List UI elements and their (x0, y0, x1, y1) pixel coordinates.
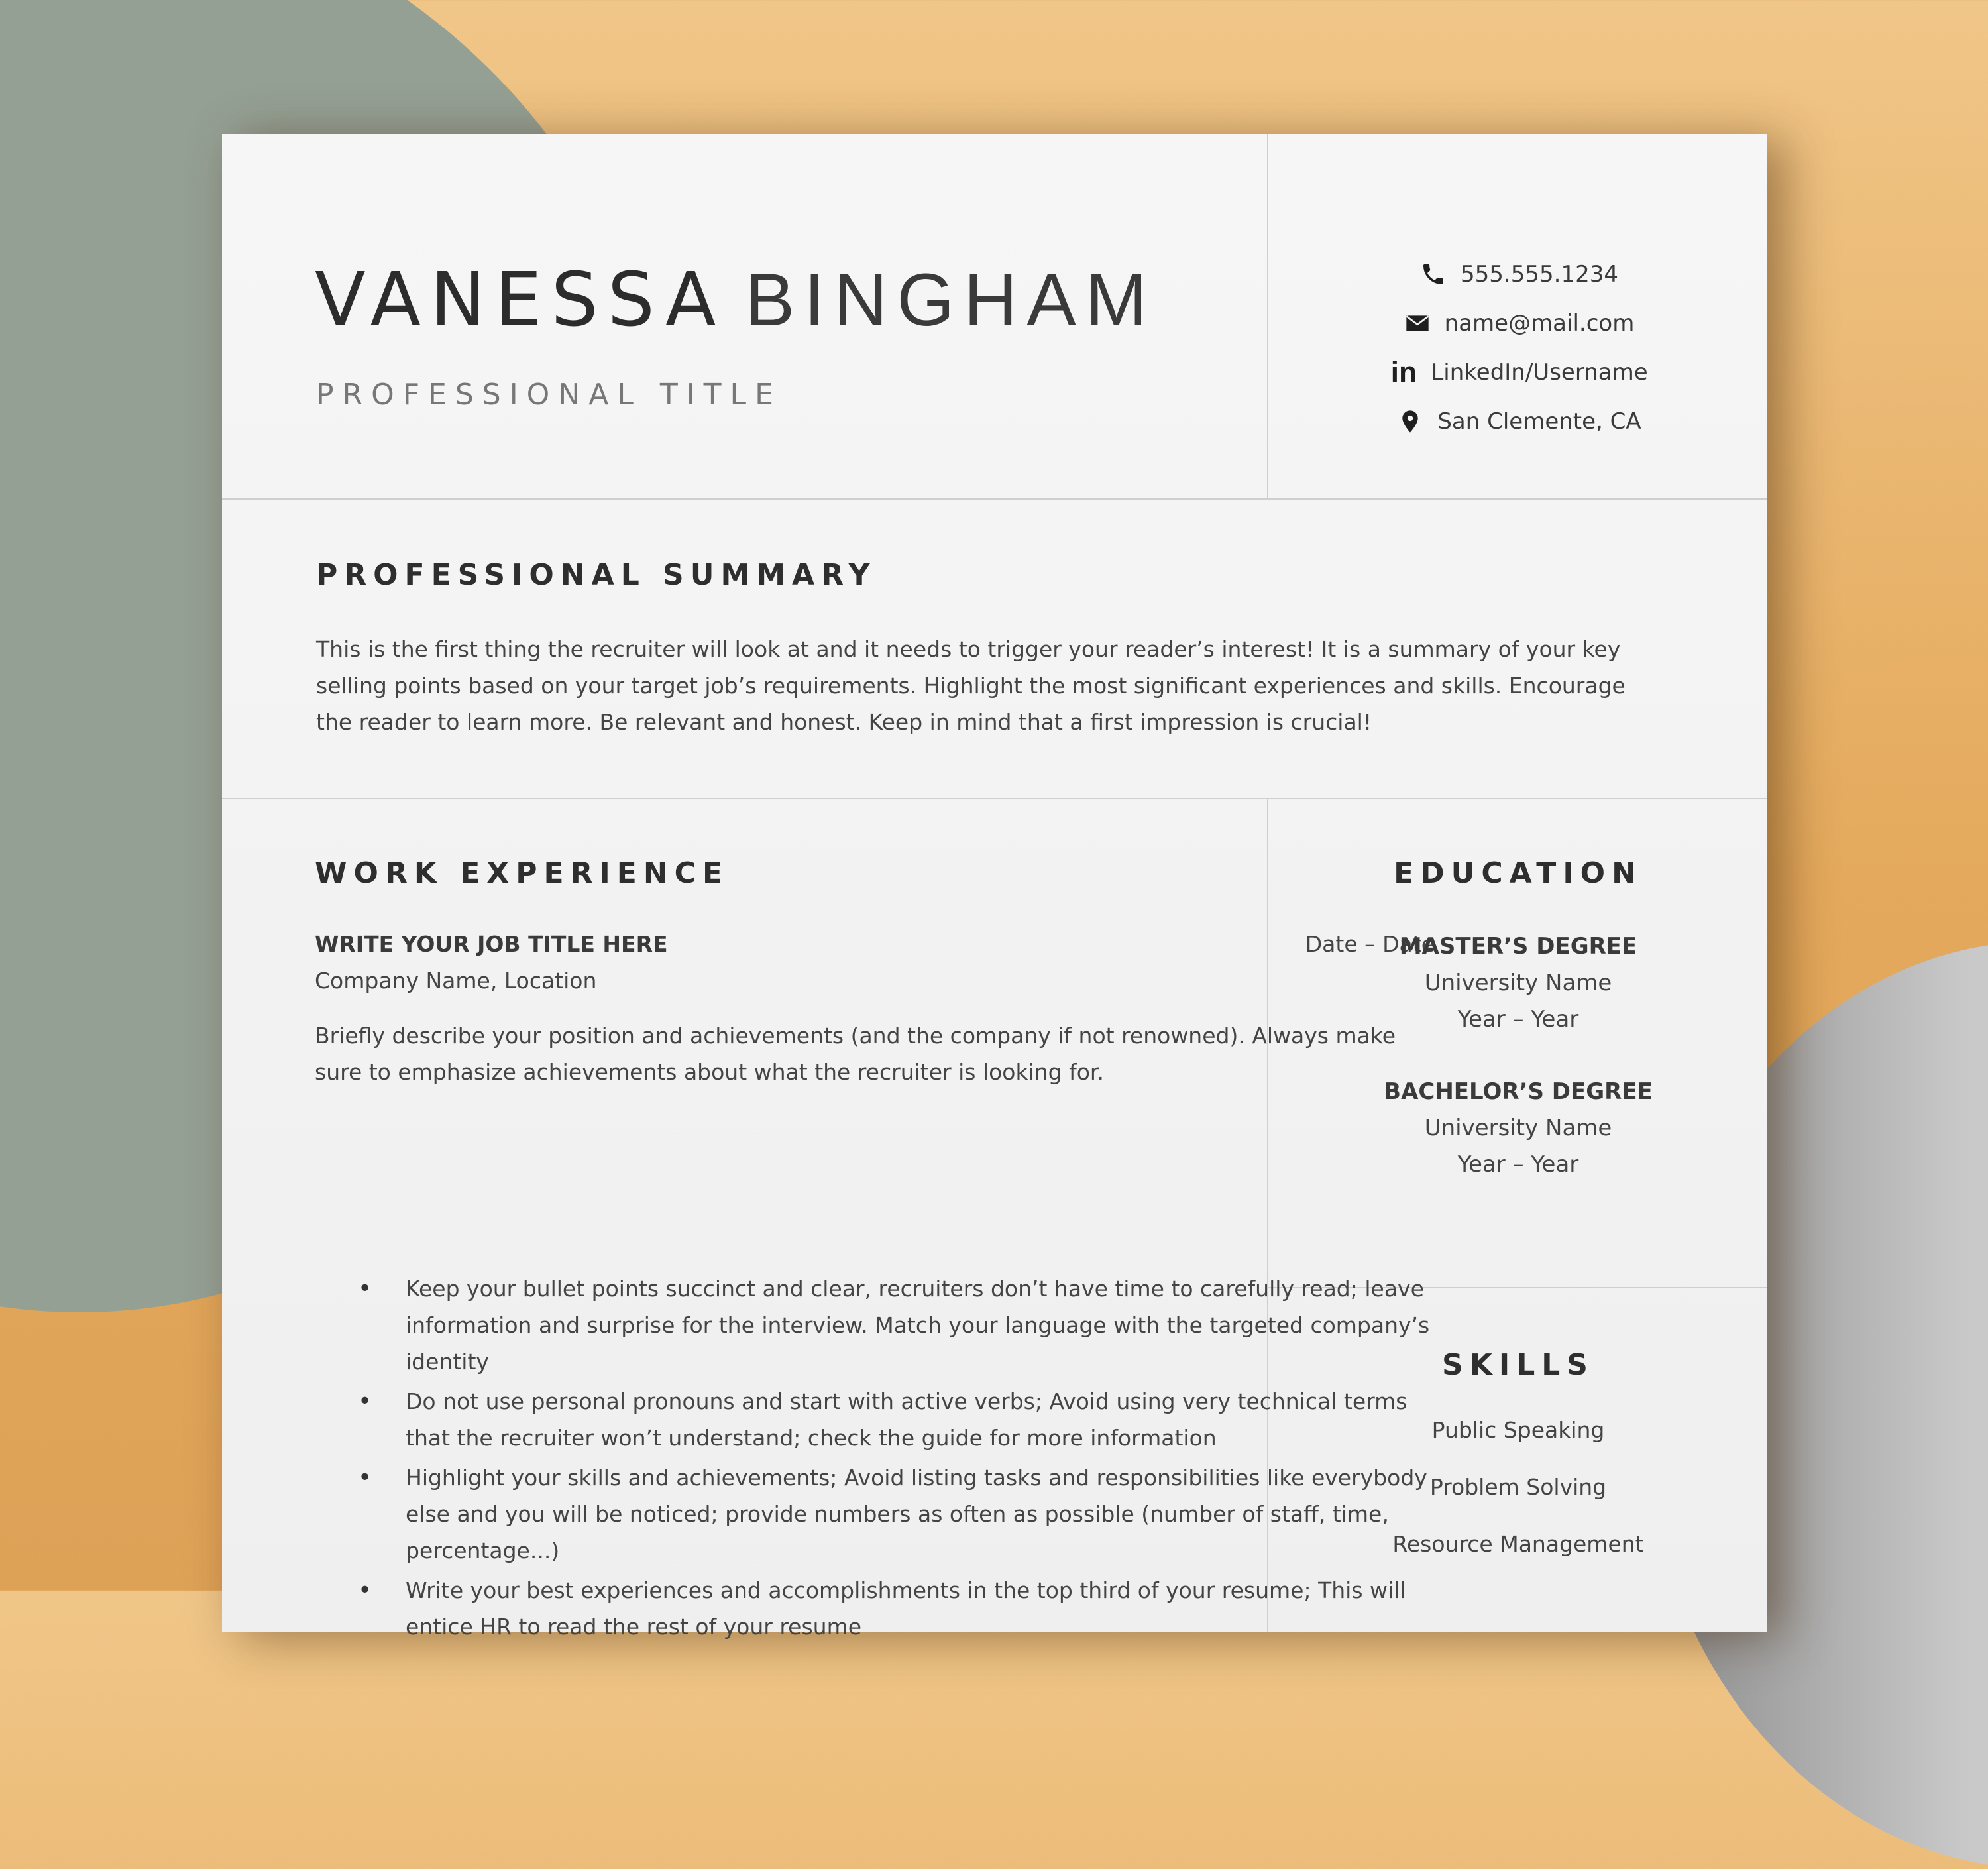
summary-text: This is the first thing the recruiter will look at and it needs to trigger your reader’s interest! It is a summary of your key selling points based on your target job’s requirements. Highlight the most significant experiences and skills. Encourage the reader to learn more. Be relevant and honest. Keep in mind that a first impression is crucial! (316, 636, 1626, 735)
university-name: University Name (1424, 970, 1612, 996)
linkedin-icon: in (1390, 356, 1417, 388)
skills-list (1269, 1402, 1767, 1573)
education-heading: EDUCATION (1394, 856, 1643, 890)
email-address[interactable]: name@mail.com (1444, 310, 1635, 337)
list-item: • Highlight your skills and achievements; Avoid listing tasks and responsibilities like everybody else and you will be noticed; provide numbers as often as possible (number of staff, time, percentage...) (315, 1459, 1441, 1569)
skills-heading: SKILLS (1442, 1348, 1594, 1382)
education-item (1269, 1074, 1767, 1183)
list-item: • Do not use personal pronouns and start with active verbs; Avoid using very technical terms that the recruiter won’t understand; check the guide for more information (315, 1383, 1441, 1456)
contact-linkedin (1269, 348, 1767, 397)
job-title: WRITE YOUR JOB TITLE HERE (315, 931, 668, 957)
summary-heading: PROFESSIONAL SUMMARY (316, 558, 877, 592)
contact-email (1269, 299, 1767, 348)
university-name: University Name (1424, 1115, 1612, 1141)
education-item (1269, 929, 1767, 1038)
location-pin-icon (1395, 406, 1425, 437)
list-item: • Write your best experiences and accomplishments in the top third of your resume; This will entice HR to read the rest of your resume (315, 1572, 1441, 1645)
skill-item: Public Speaking (1431, 1417, 1605, 1443)
skill-item: Problem Solving (1429, 1474, 1607, 1500)
header-bottom-rule (222, 498, 1767, 500)
first-name: VANESSA (315, 257, 726, 343)
contact-location (1269, 397, 1767, 446)
candidate-name (315, 257, 1157, 343)
work-experience-heading: WORK EXPERIENCE (315, 856, 729, 890)
degree-years: Year – Year (1457, 1151, 1579, 1178)
degree-title: MASTER’S DEGREE (1399, 933, 1637, 960)
contact-phone (1269, 250, 1767, 299)
skills-section (1269, 1348, 1767, 1573)
list-item: • Keep your bullet points succinct and clear, recruiters don’t have time to carefully read; leave information and surprise for the interview. Match your language with the targeted company’s identity (315, 1271, 1441, 1380)
job-dates: Date – Date (1305, 931, 1435, 957)
resume-page (222, 134, 1767, 1640)
mail-icon (1402, 308, 1433, 339)
location-text: San Clemente, CA (1437, 408, 1641, 435)
summary-bottom-rule (222, 798, 1767, 799)
skill-item: Resource Management (1392, 1531, 1644, 1557)
header-divider (1267, 134, 1268, 498)
last-name: BINGHAM (745, 258, 1157, 341)
degree-title: BACHELOR’S DEGREE (1384, 1078, 1653, 1105)
job-description: Briefly describe your position and achievements (and the company if not renowned). Always make sure to emphasize achievements about what the recruiter is looking for. (315, 1023, 1396, 1085)
contact-block (1269, 250, 1767, 446)
company-location: Company Name, Location (315, 968, 597, 993)
phone-number[interactable]: 555.555.1234 (1461, 261, 1618, 288)
phone-icon (1418, 259, 1449, 290)
education-section (1269, 856, 1767, 1183)
professional-title: PROFESSIONAL TITLE (316, 378, 782, 412)
degree-years: Year – Year (1457, 1006, 1579, 1033)
linkedin-username[interactable]: LinkedIn/Username (1431, 359, 1648, 386)
